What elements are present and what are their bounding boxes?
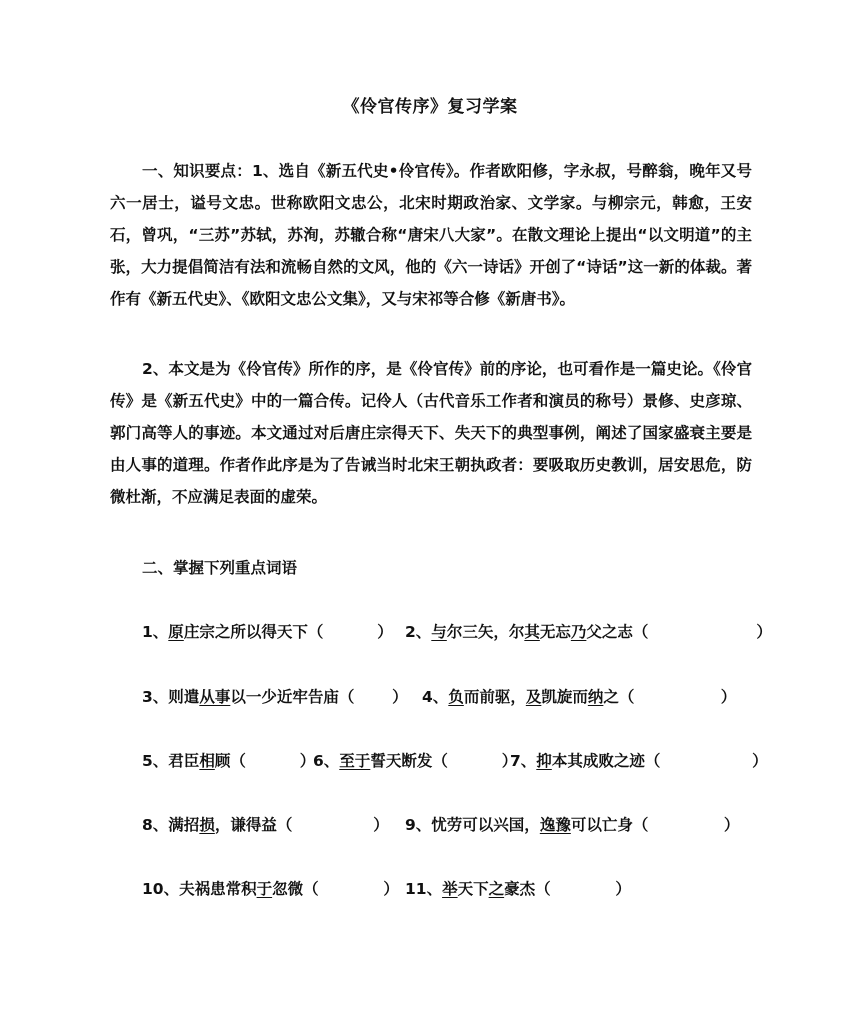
question-9: 9、忧劳可以兴国，逸豫可以亡身（ ） [405, 813, 739, 835]
key-word: 负 [448, 688, 464, 706]
question-7: 7、抑本其成败之迹（ ） [510, 749, 768, 771]
key-word: 从事 [199, 688, 231, 706]
key-word: 其 [524, 623, 540, 641]
answer-blank[interactable]: （ ） [338, 688, 408, 706]
key-word: 至于 [339, 752, 371, 770]
key-word: 抑 [536, 752, 552, 770]
key-word: 之 [488, 880, 505, 898]
answer-blank[interactable]: （ ） [632, 623, 772, 641]
answer-blank[interactable]: （ ） [230, 752, 316, 770]
key-word: 损 [199, 816, 215, 834]
key-word: 于 [256, 880, 273, 898]
key-word: 相 [199, 752, 215, 770]
answer-blank[interactable]: （ ） [432, 752, 518, 770]
key-word: 纳 [587, 688, 604, 706]
key-word: 举 [442, 880, 458, 898]
question-3: 3、则遣从事以一少近牢告庙（ ） [142, 685, 408, 707]
question-10: 10、夫祸患常积于忽微（ ） [142, 877, 399, 899]
key-word: 乃 [570, 623, 587, 641]
answer-blank[interactable]: （ ） [276, 816, 389, 834]
answer-blank[interactable]: （ ） [618, 688, 737, 706]
question-2: 2、与尔三矢，尔其无忘乃父之志（ ） [405, 620, 772, 642]
answer-blank[interactable]: （ ） [632, 816, 740, 834]
question-1: 1、原庄宗之所以得天下（ ） [142, 620, 393, 642]
knowledge-points-paragraph: 一、知识要点：1、选自《新五代史•伶官传》。作者欧阳修，字永叔，号醉翁，晚年又号六一居士，谥号文忠。世称欧阳文忠公，北宋时期政治家、文学家。与柳宗元，韩愈，王安石，曾巩，“三苏”苏轼，苏洵，苏辙合称“唐宋八大家”。在散文理论上提出“以文明道”的主张，大力提倡简洁有法和流畅自然的文风，他的《六一诗话》开创了“诗话”这一新的体裁。著作有《新五代史》、《欧阳文忠公文集》，又与宋祁等合修《新唐书》。 [110, 162, 752, 308]
question-11: 11、举天下之豪杰（ ） [405, 877, 631, 899]
question-4: 4、负而前驱，及凯旋而纳之（ ） [422, 685, 736, 707]
document-title: 《伶官传序》复习学案 [342, 97, 518, 117]
key-word: 与 [431, 623, 447, 641]
question-8: 8、满招损，谦得益（ ） [142, 813, 389, 835]
answer-blank[interactable]: （ ） [535, 880, 631, 898]
answer-blank[interactable]: （ ） [307, 623, 393, 641]
answer-blank[interactable]: （ ） [644, 752, 768, 770]
key-word: 原 [168, 623, 184, 641]
question-5: 5、君臣相顾（ ） [142, 749, 315, 771]
answer-blank[interactable]: （ ） [303, 880, 399, 898]
key-word: 及 [525, 688, 542, 706]
preface-purpose-paragraph: 2、本文是为《伶官传》所作的序，是《伶官传》前的序论，也可看作是一篇史论。《伶官传》是《新五代史》中的一篇合传。记伶人（古代音乐工作者和演员的称号）景修、史彦琼、郭门高等人的事迹。本文通过对后唐庄宗得天下、失天下的典型事例，阐述了国家盛衰主要是由人事的道理。作者作此序是为了告诫当时北宋王朝执政者：要吸取历史教训，居安思危，防微杜渐，不应满足表面的虚荣。 [110, 360, 752, 506]
section-heading-key-words: 二、掌握下列重点词语 [142, 559, 298, 577]
key-word: 逸豫 [539, 816, 571, 834]
question-6: 6、至于誓天断发（ ） [313, 749, 517, 771]
